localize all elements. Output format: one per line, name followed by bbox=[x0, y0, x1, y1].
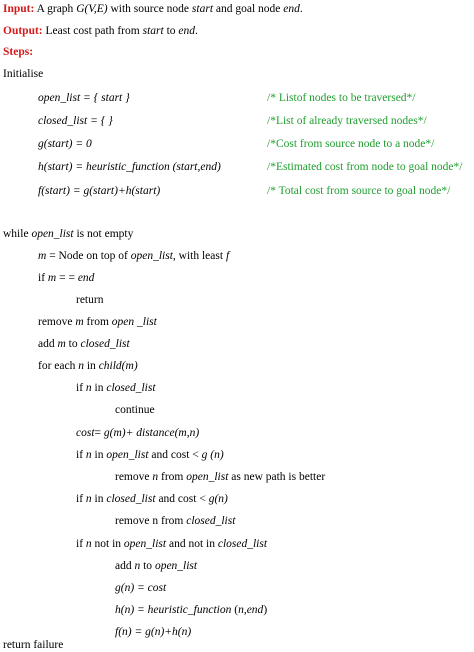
init-row-open-list bbox=[0, 91, 474, 105]
output-label: Output: bbox=[3, 25, 43, 37]
while-line: while open_list is not empty bbox=[3, 228, 134, 240]
return-failure-line: return failure bbox=[3, 639, 64, 651]
h-n-line: h(n) = heuristic_function (n,end) bbox=[115, 604, 268, 616]
init-row-g-start bbox=[0, 137, 474, 151]
input-label: Input: bbox=[3, 3, 35, 15]
remove-m-line: remove m from open _list bbox=[38, 316, 157, 328]
init-comment: /*Cost from source node to a node*/ bbox=[267, 138, 435, 150]
output-line: Output: Least cost path from start to end. bbox=[3, 25, 198, 37]
init-comment: /*Estimated cost from node to goal node*/ bbox=[267, 161, 463, 173]
if-not-in-lists-line: if n not in open_list and not in closed_list bbox=[76, 538, 268, 550]
for-each-line: for each n in child(m) bbox=[38, 360, 138, 372]
init-row-closed-list bbox=[0, 114, 474, 128]
if-open-cost-line: if n in open_list and cost < g (n) bbox=[76, 449, 224, 461]
continue-line: continue bbox=[115, 404, 155, 416]
steps-label: Steps: bbox=[3, 46, 34, 58]
remove-n-closed-line: remove n from closed_list bbox=[115, 515, 236, 527]
init-row-h-start bbox=[0, 160, 474, 174]
if-goal-line: if m = = end bbox=[38, 272, 95, 284]
init-code: f(start) = g(start)+h(start) bbox=[38, 185, 161, 197]
init-comment: /*List of already traversed nodes*/ bbox=[267, 115, 427, 127]
if-closed-cost-line: if n in closed_list and cost < g(n) bbox=[76, 493, 228, 505]
steps-label-line bbox=[0, 45, 33, 59]
g-n-line: g(n) = cost bbox=[115, 582, 167, 594]
init-code: open_list = { start } bbox=[38, 92, 130, 104]
if-closed-line: if n in closed_list bbox=[76, 382, 156, 394]
return-line: return bbox=[76, 294, 104, 306]
init-comment: /* Listof nodes to be traversed*/ bbox=[267, 92, 416, 104]
select-node-line: m = Node on top of open_list, with least f bbox=[38, 250, 230, 262]
add-m-line: add m to closed_list bbox=[38, 338, 130, 350]
input-line: Input: A graph G(V,E) with source node start and goal node end. bbox=[3, 3, 303, 15]
f-n-line: f(n) = g(n)+h(n) bbox=[115, 626, 192, 638]
cost-line: cost= g(m)+ distance(m,n) bbox=[76, 427, 200, 439]
init-comment: /* Total cost from source to goal node*/ bbox=[267, 185, 451, 197]
initialise-heading: Initialise bbox=[3, 68, 44, 80]
init-row-f-start bbox=[0, 184, 474, 198]
init-code: h(start) = heuristic_function (start,end) bbox=[38, 161, 221, 173]
remove-n-open-line: remove n from open_list as new path is better bbox=[115, 471, 326, 483]
add-n-open-line: add n to open_list bbox=[115, 560, 198, 572]
init-code: g(start) = 0 bbox=[38, 138, 92, 150]
init-code: closed_list = { } bbox=[38, 115, 113, 127]
